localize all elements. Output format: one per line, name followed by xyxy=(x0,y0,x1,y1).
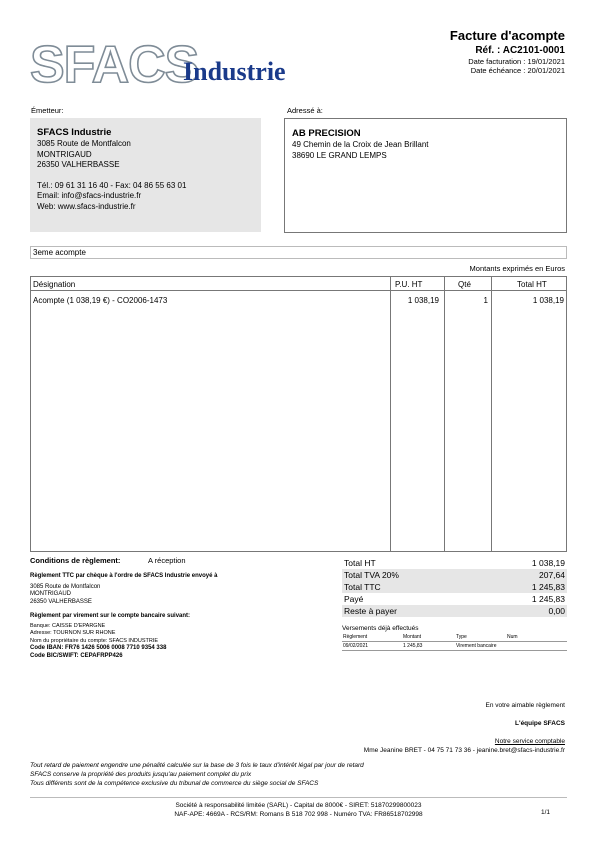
sender-box xyxy=(30,118,261,232)
closing-contact: Mme Jeanine BRET - 04 75 71 73 36 - jeanine.bret@sfacs-industrie.fr xyxy=(363,747,565,754)
account-owner: Nom du propriétaire du compte: SFACS INDUSTRIE xyxy=(30,637,159,644)
header-qty: Qté xyxy=(458,280,471,289)
invoice-title: Facture d'acompte xyxy=(449,28,565,43)
total-label: Reste à payer xyxy=(344,606,397,616)
legal-line: Tout retard de paiement engendre une pénalité calculée sur la base de 3 fois le taux d'intérêt légal par jour de retard xyxy=(30,762,364,769)
row-qty: 1 xyxy=(483,296,488,305)
sender-label: Émetteur: xyxy=(31,106,64,115)
conditions-value: A réception xyxy=(148,556,186,565)
pay-date: 09/02/2021 xyxy=(343,643,369,649)
due-date: Date échéance : 20/01/2021 xyxy=(470,66,565,75)
col-divider xyxy=(444,277,445,551)
logo-wordmark: SFACS xyxy=(30,36,199,88)
row-total: 1 038,19 xyxy=(532,296,564,305)
total-value: 207,64 xyxy=(539,570,565,580)
total-ht-row xyxy=(342,557,567,569)
header-unit-price: P.U. HT xyxy=(395,280,423,289)
footer-divider xyxy=(30,797,567,798)
pay-header-type: Type xyxy=(456,634,467,640)
recipient-name: AB PRECISION xyxy=(292,128,361,139)
sender-web: Web: www.sfacs-industrie.fr xyxy=(37,201,136,211)
footer-line-2: NAF-APE: 4669A - RCS/RM: Romans B 518 702 998 - Numéro TVA: FR86518702998 xyxy=(174,811,423,818)
sender-phone: Tél.: 09 61 31 16 40 - Fax: 04 86 55 63 01 xyxy=(37,180,187,190)
bank-name: Banque: CAISSE D'EPARGNE xyxy=(30,622,106,629)
recipient-label: Adressé à: xyxy=(287,106,323,115)
items-table xyxy=(30,276,567,552)
col-divider xyxy=(491,277,492,551)
cheque-address-1: 3085 Route de Montfalcon xyxy=(30,583,101,590)
sender-address: 3085 Route de Montfalcon xyxy=(37,139,131,148)
transfer-title: Règlement par virement sur le compte bancaire suivant: xyxy=(30,613,191,619)
iban: Code IBAN: FR76 1426 5006 0008 7710 9354 338 xyxy=(30,645,167,651)
sender-zip-city: 26350 VALHERBASSE xyxy=(37,160,120,169)
sender-city: MONTRIGAUD xyxy=(37,149,92,159)
header-designation: Désignation xyxy=(33,280,76,289)
company-logo xyxy=(30,34,315,88)
closing-department: Notre service comptable xyxy=(494,738,565,745)
total-value: 1 038,19 xyxy=(531,558,565,568)
recipient-box xyxy=(284,118,567,233)
total-value: 1 245,83 xyxy=(531,594,565,604)
footer-line-1: Société à responsabilité limitée (SARL) - Capital de 8000€ - SIRET: 51870299800023 xyxy=(175,802,422,809)
total-value: 0,00 xyxy=(548,606,565,616)
logo-suffix: Industrie xyxy=(183,57,286,86)
table-row xyxy=(31,294,566,306)
page-number: 1/1 xyxy=(540,809,550,816)
legal-line: Tous différents sont de la compétence exclusive du tribunal de commerce du siège social de SFACS xyxy=(30,780,319,787)
row-designation: Acompte (1 038,19 €) - CO2006-1473 xyxy=(33,296,168,305)
recipient-zip-city: 38690 LE GRAND LEMPS xyxy=(292,150,387,160)
recipient-address: 49 Chemin de la Croix de Jean Brillant xyxy=(292,140,429,149)
total-tva-row xyxy=(342,569,567,581)
deposit-label: 3eme acompte xyxy=(30,246,567,259)
total-label: Payé xyxy=(344,594,364,604)
header-divider xyxy=(31,290,566,291)
row-unit-price: 1 038,19 xyxy=(407,296,439,305)
total-ttc-row xyxy=(342,581,567,593)
bank-address: Adresse: TOURNON SUR RHONE xyxy=(30,630,116,636)
pay-header-date: Règlement xyxy=(343,634,368,640)
cheque-address-2: MONTRIGAUD xyxy=(30,591,71,597)
closing-team: L'équipe SFACS xyxy=(515,720,565,727)
payments-table xyxy=(342,634,567,651)
sender-email: Email: info@sfacs-industrie.fr xyxy=(37,191,142,200)
total-label: Total HT xyxy=(344,558,376,568)
total-label: Total TVA 20% xyxy=(344,570,399,580)
legal-line: SFACS conserve la propriété des produits jusqu'au paiement complet du prix xyxy=(30,771,252,778)
footer xyxy=(30,801,567,819)
payments-header xyxy=(342,634,567,642)
header-total: Total HT xyxy=(517,280,547,289)
payments-title: Versements déjà effectués xyxy=(342,625,419,632)
col-divider xyxy=(390,277,391,551)
closing-block xyxy=(364,701,565,755)
table-row xyxy=(342,642,567,651)
totals-block xyxy=(342,557,567,617)
invoice-date: Date facturation : 19/01/2021 xyxy=(468,57,565,66)
total-value: 1 245,83 xyxy=(531,582,565,592)
conditions-title: Conditions de règlement: xyxy=(30,556,121,565)
pay-header-num: Num xyxy=(507,634,518,640)
cheque-title: Règlement TTC par chèque à l'ordre de SFACS Industrie envoyé à xyxy=(30,573,218,579)
sender-name: SFACS Industrie xyxy=(37,127,112,138)
cheque-address-3: 26350 VALHERBASSE xyxy=(30,598,92,605)
bic: Code BIC/SWIFT: CEPAFRPP426 xyxy=(30,652,123,659)
pay-type: Virement bancaire xyxy=(456,643,497,649)
remaining-row xyxy=(342,605,567,617)
paid-row xyxy=(342,593,567,605)
invoice-ref: Réf. : AC2101-0001 xyxy=(475,45,565,56)
pay-amount: 1 245,83 xyxy=(403,643,423,649)
pay-header-amount: Montant xyxy=(403,634,422,640)
currency-note: Montants exprimés en Euros xyxy=(469,264,565,273)
payment-conditions xyxy=(30,557,330,660)
total-label: Total TTC xyxy=(344,582,381,592)
legal-notes xyxy=(30,761,364,788)
closing-greeting: En votre aimable règlement xyxy=(485,702,565,709)
invoice-header xyxy=(450,28,565,75)
